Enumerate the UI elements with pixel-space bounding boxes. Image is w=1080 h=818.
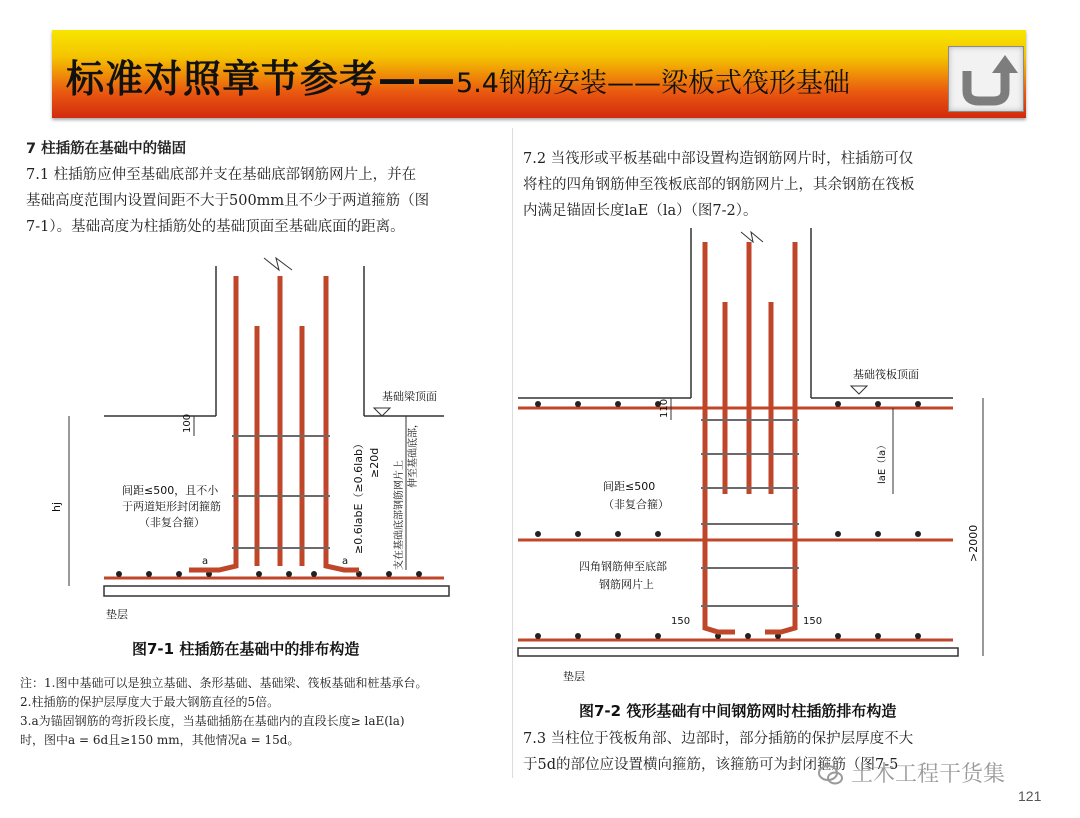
return-arrow-icon (949, 47, 1023, 111)
note-line-2: 2.柱插筋的保护层厚度大于最大钢筋直径的5倍。 (20, 695, 280, 709)
figure-7-2-diagram (513, 228, 1023, 688)
fig1-dim-100: 100 (182, 413, 193, 433)
fig1-anchor-1: ≥0.6labE（≥0.6lab） (352, 438, 365, 554)
fig1-anchor-3: 支在基础底部钢筋网片上 (394, 460, 405, 570)
note-line-4: 时，图中a = 6d且≥150 mm，其他情况a = 15d。 (20, 733, 300, 747)
left-para-line-3: 7-1）。基础高度为柱插筋处的基础顶面至基础底面的距离。 (26, 219, 405, 235)
fig1-spacing-2: 于两道矩形封闭箍筋 (122, 500, 221, 513)
fig1-spacing-1: 间距≤500，且不小 (122, 484, 219, 497)
figure-7-1-caption: 图7-1 柱插筋在基础中的排布构造 (132, 640, 360, 658)
fig1-dim-hj: hj (50, 501, 63, 512)
fig2-dim-150-right: 150 (803, 616, 823, 627)
fig2-spacing-2: （非复合箍） (603, 498, 669, 511)
fig1-anchor-2: ≥20d (368, 447, 381, 478)
right-page (512, 128, 1023, 778)
slide-title (66, 48, 850, 103)
fig2-dim-150-left: 150 (671, 616, 691, 627)
fig2-corner-1: 四角钢筋伸至底部 (579, 560, 667, 573)
fig1-a-right: a (342, 556, 349, 567)
left-page (14, 128, 504, 760)
fig1-cushion: 垫层 (106, 608, 128, 621)
fig2-dim-110: 110 (659, 398, 670, 418)
page-number: 121 (1018, 788, 1042, 804)
fig1-spacing-3: （非复合箍） (139, 516, 205, 529)
section-heading: 7 柱插筋在基础中的锚固 (26, 141, 187, 157)
wechat-icon (818, 764, 844, 786)
left-para-line-1: 7.1 柱插筋应伸至基础底部并支在基础底部钢筋网片上，并在 (26, 167, 417, 183)
right-para-line-1: 7.2 当筏形或平板基础中部设置构造钢筋网片时，柱插筋可仅 (523, 151, 914, 167)
title-main: 标准对照章节参考—— (66, 57, 457, 101)
fig1-top-label: 基础梁顶面 (382, 390, 437, 403)
left-para-line-2: 基础高度范围内设置间距不大于500mm且不少于两道箍筋（图 (26, 193, 430, 209)
fig1-a-left: a (202, 556, 209, 567)
fig1-anchor-4: 伸至基础底部， (408, 418, 419, 488)
title-banner (52, 30, 1026, 118)
right-para-line-2: 将柱的四角钢筋伸至筏板底部的钢筋网片上，其余钢筋在筏板 (523, 177, 915, 193)
watermark (818, 757, 1005, 788)
right-bottom-line-2: 于5d的部位应设置横向箍筋，该箍筋可为封闭箍筋（图7-5 (523, 757, 899, 773)
right-para-line-3: 内满足锚固长度laE（la）（图7-2）。 (523, 203, 758, 219)
right-bottom-line-1: 7.3 当柱位于筏板角部、边部时，部分插筋的保护层厚度不大 (523, 731, 914, 747)
fig2-corner-2: 钢筋网片上 (599, 578, 654, 591)
title-sub: 5.4钢筋安装——梁板式筏形基础 (456, 68, 850, 99)
watermark-text: 土木工程干货集 (851, 762, 1006, 787)
fig2-dim-lae: laE（la） (877, 439, 888, 484)
fig2-cushion: 垫层 (563, 670, 585, 683)
note-line-3: 3.a为锚固钢筋的弯折段长度，当基础插筋在基础内的直段长度≥ laE(la) (20, 714, 405, 728)
figure-7-2-caption: 图7-2 筏形基础有中间钢筋网时柱插筋排布构造 (579, 702, 897, 720)
fig2-spacing-1: 间距≤500 (603, 480, 656, 493)
fig2-top-label: 基础筏板顶面 (853, 368, 919, 381)
note-line-1: 注：1.图中基础可以是独立基础、条形基础、基础梁、筏板基础和桩基承台。 (20, 676, 428, 690)
fig2-dim-2000: >2000 (967, 524, 980, 562)
return-button[interactable] (948, 46, 1024, 112)
figure-7-1-diagram (14, 248, 504, 638)
